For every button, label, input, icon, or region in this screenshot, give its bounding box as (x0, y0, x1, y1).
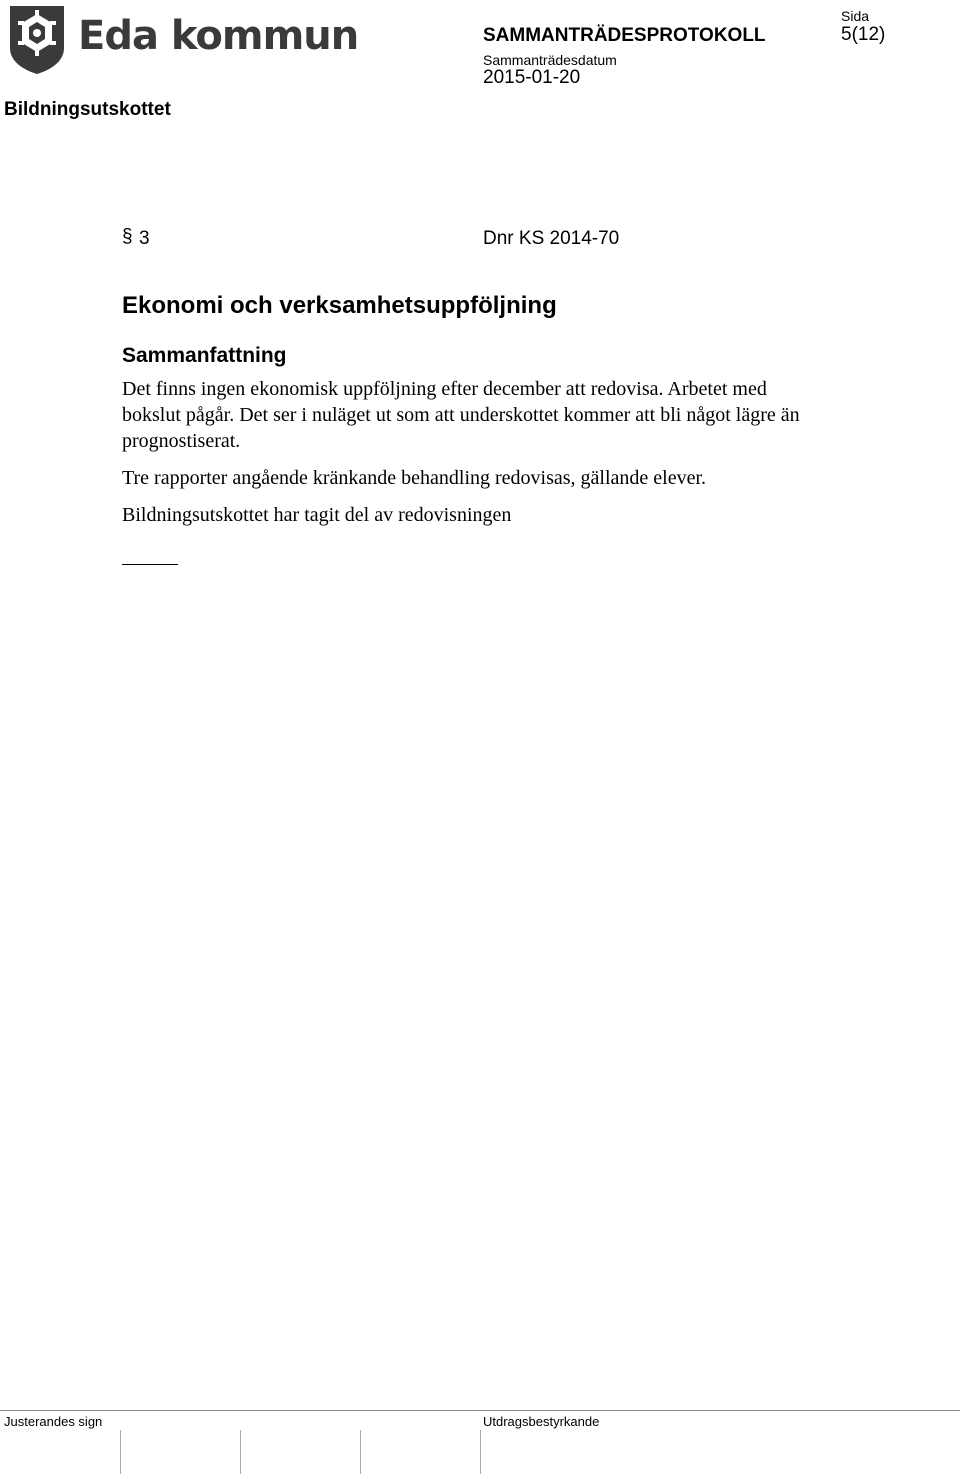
summary-paragraph: Det finns ingen ekonomisk uppföljning efter december att redovisa. Arbetet med bokslut pågår. Det ser i nuläget ut som att underskottet kommer att bli något lägre än prognostiserat. (122, 378, 800, 452)
signers-label: Justerandes sign (4, 1414, 103, 1429)
signature-box-divider (120, 1430, 121, 1474)
signature-box-divider (480, 1430, 481, 1474)
page-label: Sida (841, 8, 870, 24)
end-divider (122, 564, 178, 565)
paragraph-icon: § (122, 226, 133, 247)
extract-certification-label: Utdragsbestyrkande (483, 1414, 600, 1429)
registration-number: Dnr KS 2014-70 (483, 228, 620, 249)
brand-name: Eda kommun (78, 13, 359, 59)
committee-name: Bildningsutskottet (4, 99, 171, 120)
section-title: Ekonomi och verksamhetsuppföljning (122, 292, 557, 319)
signature-box-divider (240, 1430, 241, 1474)
report-paragraph: Tre rapporter angående kränkande behandling redovisas, gällande elever. (122, 467, 707, 489)
signature-box-divider (360, 1430, 361, 1474)
document-type: SAMMANTRÄDESPROTOKOLL (483, 25, 766, 46)
meeting-date: 2015-01-20 (483, 67, 581, 88)
page-number: 5(12) (841, 24, 886, 45)
municipality-crest-icon (6, 4, 68, 76)
paragraph-number: 3 (139, 228, 150, 249)
footer-divider (0, 1410, 960, 1411)
summary-heading: Sammanfattning (122, 344, 287, 367)
decision-paragraph: Bildningsutskottet har tagit del av redovisningen (122, 504, 512, 526)
meeting-date-label: Sammanträdesdatum (483, 52, 617, 68)
